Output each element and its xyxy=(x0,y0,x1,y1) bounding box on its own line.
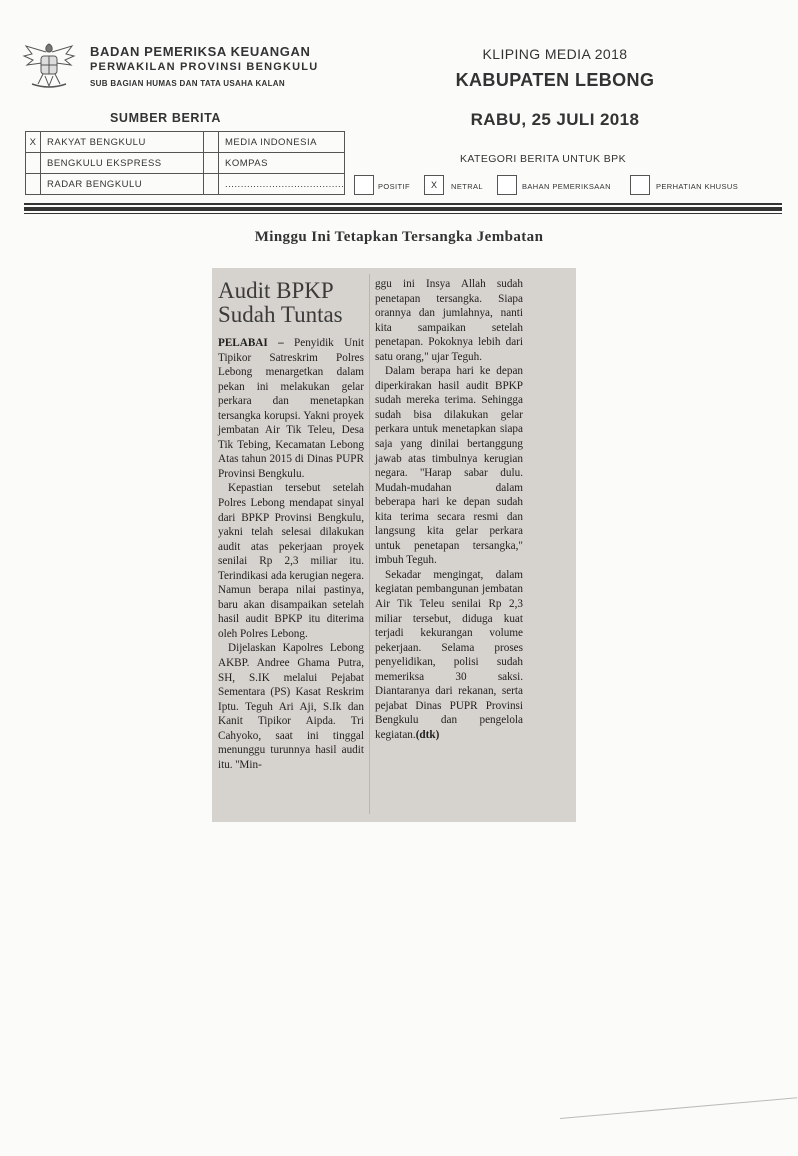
source-mark xyxy=(204,174,219,195)
source-name: BENGKULU EKSPRESS xyxy=(41,153,204,174)
separator-line xyxy=(24,203,782,205)
category-label-bahan-pemeriksaan: BAHAN PEMERIKSAAN xyxy=(522,182,611,191)
article-title-line: Sudah Tuntas xyxy=(218,302,343,327)
article-paragraph xyxy=(375,277,523,364)
category-checkbox-positif[interactable] xyxy=(354,175,374,195)
article-paragraph xyxy=(375,568,523,743)
category-checkbox-netral[interactable]: X xyxy=(424,175,444,195)
paragraph-text: Dalam berapa hari ke depan diperkirakan hasil audit BPKP sudah mereka terima. Sehingga sudah bisa dilakukan gelar perkara untuk menetapkan siapa saja yang dinilai bertanggung jawab atas timbulnya kerugian negara. ''Harap sabar dulu. Mudah-mudahan dalam beberapa hari ke depan sudah kita terima secara resmi dan langsung kita gelar perkara untuk penetapan tersangka," imbuh Teguh. xyxy=(375,365,523,567)
source-name: RADAR BENGKULU xyxy=(41,174,204,195)
category-label-perhatian-khusus: PERHATIAN KHUSUS xyxy=(656,182,739,191)
article-paragraph xyxy=(375,364,523,568)
article-paragraph xyxy=(218,641,364,772)
garuda-logo-icon xyxy=(18,36,80,92)
org-name: BADAN PEMERIKSA KEUANGAN xyxy=(90,44,311,59)
date-title: RABU, 25 JULI 2018 xyxy=(470,110,640,129)
article-headline: Minggu Ini Tetapkan Tersangka Jembatan xyxy=(254,229,544,245)
source-name: ...................................... xyxy=(219,174,345,195)
source-mark: X xyxy=(26,132,41,153)
article-paragraph xyxy=(218,336,364,481)
source-mark xyxy=(26,153,41,174)
source-title: SUMBER BERITA xyxy=(110,111,222,125)
paragraph-text: Penyidik Unit Tipikor Satreskrim Polres Lebong menargetkan dalam pekan ini melakukan gelar perkara dan menetapkan tersangka korupsi. Yakni proyek jembatan Air Tik Teleu, Desa Tik Tebing, Kecamatan Lebong Atas tahun 2015 di Dinas PUPR Provinsi Bengkulu. xyxy=(218,337,365,480)
paragraph-text: Kepastian tersebut setelah Polres Lebong mendapat sinyal dari BPKP Provinsi Bengkulu, yakni telah selesai dilakukan audit atas pekerjaan proyek senilai Rp 2,3 miliar itu. Terindikasi ada kerugian negera. Namun berapa nilai pastinya, baru akan disampaikan setelah hasil audit BPKP itu diterima oleh Polres Lebong. xyxy=(218,482,364,640)
category-checkbox-bahan-pemeriksaan[interactable] xyxy=(497,175,517,195)
category-title: KATEGORI BERITA UNTUK BPK xyxy=(460,153,626,165)
category-label-netral: NETRAL xyxy=(451,182,483,191)
article-column-left xyxy=(218,336,364,772)
source-mark xyxy=(26,174,41,195)
source-row xyxy=(26,153,345,174)
category-checkbox-perhatian-khusus[interactable] xyxy=(630,175,650,195)
paragraph-text: Dijelaskan Kapolres Lebong AKBP. Andree Ghama Putra, SH, S.IK melalui Pejabat Sementara (PS) Kasat Reskrim Iptu. Teguh Ari Aji, S.Ik dan Kanit Tipikor Aipda. Tri Cahyoko, saat ini tinggal menunggu turunnya hasil audit itu. ''Min- xyxy=(218,642,364,771)
source-mark xyxy=(204,153,219,174)
article-signoff: (dtk) xyxy=(415,728,440,741)
dateline: PELABAI – xyxy=(218,337,294,349)
article-title-line: Audit BPKP xyxy=(218,278,334,303)
kabupaten-title: KABUPATEN LEBONG xyxy=(455,70,655,90)
source-mark xyxy=(204,132,219,153)
source-row xyxy=(26,132,345,153)
source-table xyxy=(25,131,345,195)
source-row xyxy=(26,174,345,195)
org-region: PERWAKILAN PROVINSI BENGKULU xyxy=(90,61,319,73)
paragraph-text: Sekadar mengingat, dalam kegiatan pembangunan jembatan Air Tik Teleu senilai Rp 2,3 miliar tersebut, diduga kuat terjadi kekurangan volume pekerjaan. Selama proses penyelidikan, polisi sudah memeriksa 30 saksi. Diantaranya dari rekanan, serta pejabat Dinas PUPR Provinsi Bengkulu dan pengelola kegiatan. xyxy=(375,568,523,741)
article-paragraph xyxy=(218,481,364,641)
source-name: KOMPAS xyxy=(219,153,345,174)
kliping-title: KLIPING MEDIA 2018 xyxy=(482,46,628,62)
source-name: MEDIA INDONESIA xyxy=(219,132,345,153)
source-name: RAKYAT BENGKULU xyxy=(41,132,204,153)
org-division: SUB BAGIAN HUMAS DAN TATA USAHA KALAN xyxy=(90,79,285,88)
article-title xyxy=(218,279,368,327)
column-divider xyxy=(369,274,370,814)
paragraph-text: ggu ini Insya Allah sudah penetapan tersangka. Siapa orannya dan jumlahnya, nanti kita sampaikan setelah penetapan. Pokoknya lebih dari satu orang," ujar Teguh. xyxy=(375,278,523,363)
category-label-positif: POSITIF xyxy=(378,182,410,191)
article-column-right xyxy=(375,277,523,743)
separator-line xyxy=(24,213,782,214)
separator-line-thick xyxy=(24,207,782,211)
paper-fold-line xyxy=(560,1097,797,1119)
